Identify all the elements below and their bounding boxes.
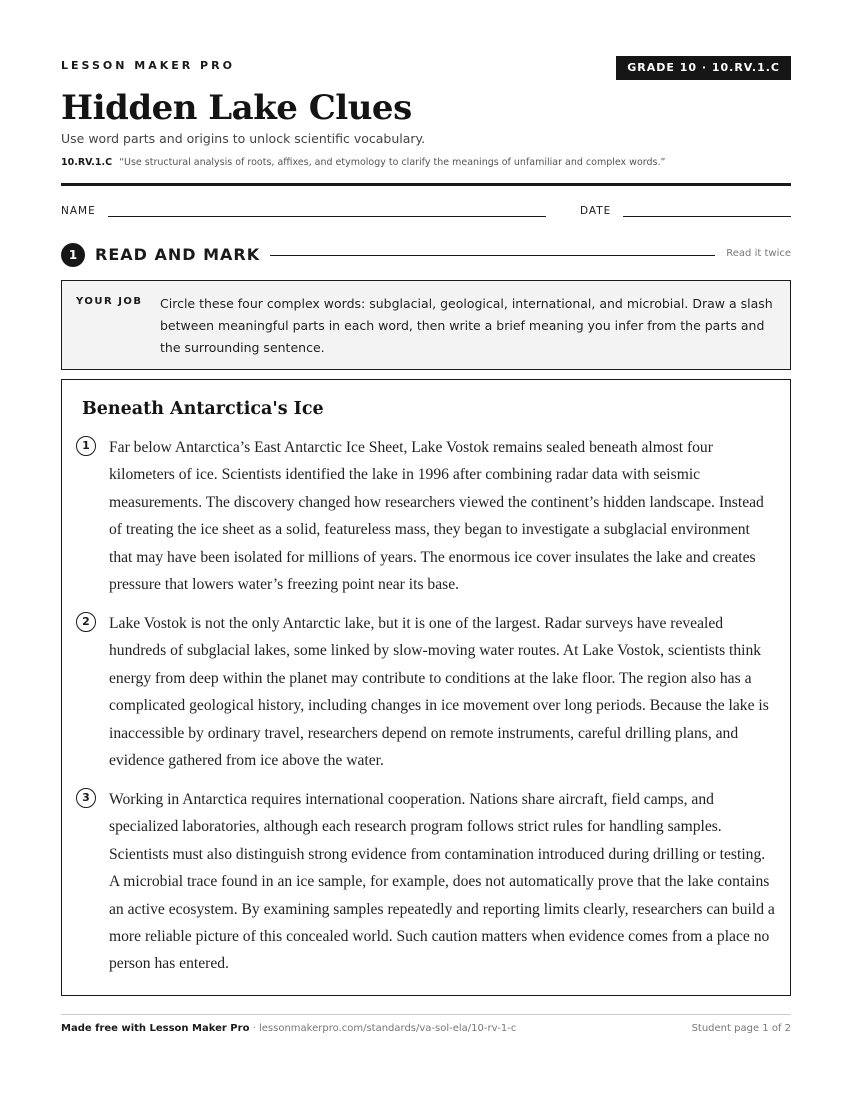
paragraph-number: 2 [76, 612, 96, 632]
paragraph-text: Far below Antarctica’s East Antarctic Ice Sheet, Lake Vostok remains sealed beneath almost four kilometers of ice. Scientists identified the lake in 1996 after combining radar data with seismic measurements. The discovery changed how researchers viewed the continent’s hidden landscape. Instead of treating the ice sheet as a solid, featureless mass, they began to investigate a subglacial environment that may have been isolated for millions of years. The enormous ice cover insulates the lake and creates pressure that lowers water’s freezing point near its base. [109, 439, 764, 594]
page-subtitle: Use word parts and origins to unlock scientific vocabulary. [61, 131, 426, 146]
passage-title: Beneath Antarctica's Ice [82, 399, 324, 419]
section-header [61, 243, 791, 267]
paragraph-number: 1 [76, 436, 96, 456]
footer-made-with: Made free with Lesson Maker Pro [61, 1023, 250, 1034]
page-title: Hidden Lake Clues [61, 88, 412, 128]
standard-line [61, 157, 665, 168]
footer-url-link[interactable]: lessonmakerpro.com/standards/va-sol-ela/10-rv-1-c [258, 1023, 517, 1034]
date-field[interactable] [623, 216, 791, 217]
standard-text: “Use structural analysis of roots, affixes, and etymology to clarify the meanings of unfamiliar and complex words.” [119, 157, 666, 168]
name-field[interactable] [108, 216, 546, 217]
reading-passage [61, 379, 791, 996]
job-instructions: Circle these four complex words: subglacial, geological, international, and microbial. Draw a slash between meaningful parts in each word, then write a brief meaning you infer from the parts and the surrounding sentence. [160, 296, 773, 355]
paragraph-text: Working in Antarctica requires international cooperation. Nations share aircraft, field camps, and specialized laboratories, although each research program follows strict rules for handling samples. Scientists must also distinguish strong evidence from contamination introduced during drilling or testing. A microbial trace found in an ice sample, for example, does not automatically prove that the lake contains an active ecosystem. By examining samples repeatedly and reporting limits clearly, researchers can build a more reliable picture of this concealed world. Such caution matters when evidence comes from a place no person has entered. [109, 791, 775, 973]
footer-divider [61, 1014, 791, 1015]
page-indicator: Student page 1 of 2 [691, 1023, 791, 1034]
name-label: NAME [61, 205, 96, 217]
standard-code: 10.RV.1.C [61, 157, 113, 168]
footer-separator: · [249, 1023, 259, 1034]
name-date-fields [61, 202, 791, 222]
date-label: DATE [580, 205, 612, 217]
paragraph-number: 3 [76, 788, 96, 808]
section-rule [270, 255, 715, 256]
brand-row [61, 56, 791, 80]
section-title: READ AND MARK [95, 245, 261, 264]
job-label: YOUR JOB [76, 296, 143, 307]
header-divider [61, 183, 791, 186]
job-box [61, 280, 791, 370]
grade-badge: GRADE 10 · 10.RV.1.C [616, 56, 791, 80]
brand-name: LESSON MAKER PRO [61, 59, 235, 72]
paragraph-text: Lake Vostok is not the only Antarctic lake, but it is one of the largest. Radar surveys have revealed hundreds of subglacial lakes, some linked by slow-moving water routes. At Lake Vostok, scientists think energy from deep within the planet may contribute to conditions at the lake floor. The region also has a complicated geological history, including changes in ice movement over long periods. Because the lake is inaccessible by ordinary travel, researchers depend on remote instruments, careful drilling plans, and evidence gathered from ice above the water. [109, 615, 769, 770]
section-number-badge: 1 [61, 243, 85, 267]
footer-credit [61, 1023, 516, 1034]
section-note: Read it twice [726, 248, 791, 259]
